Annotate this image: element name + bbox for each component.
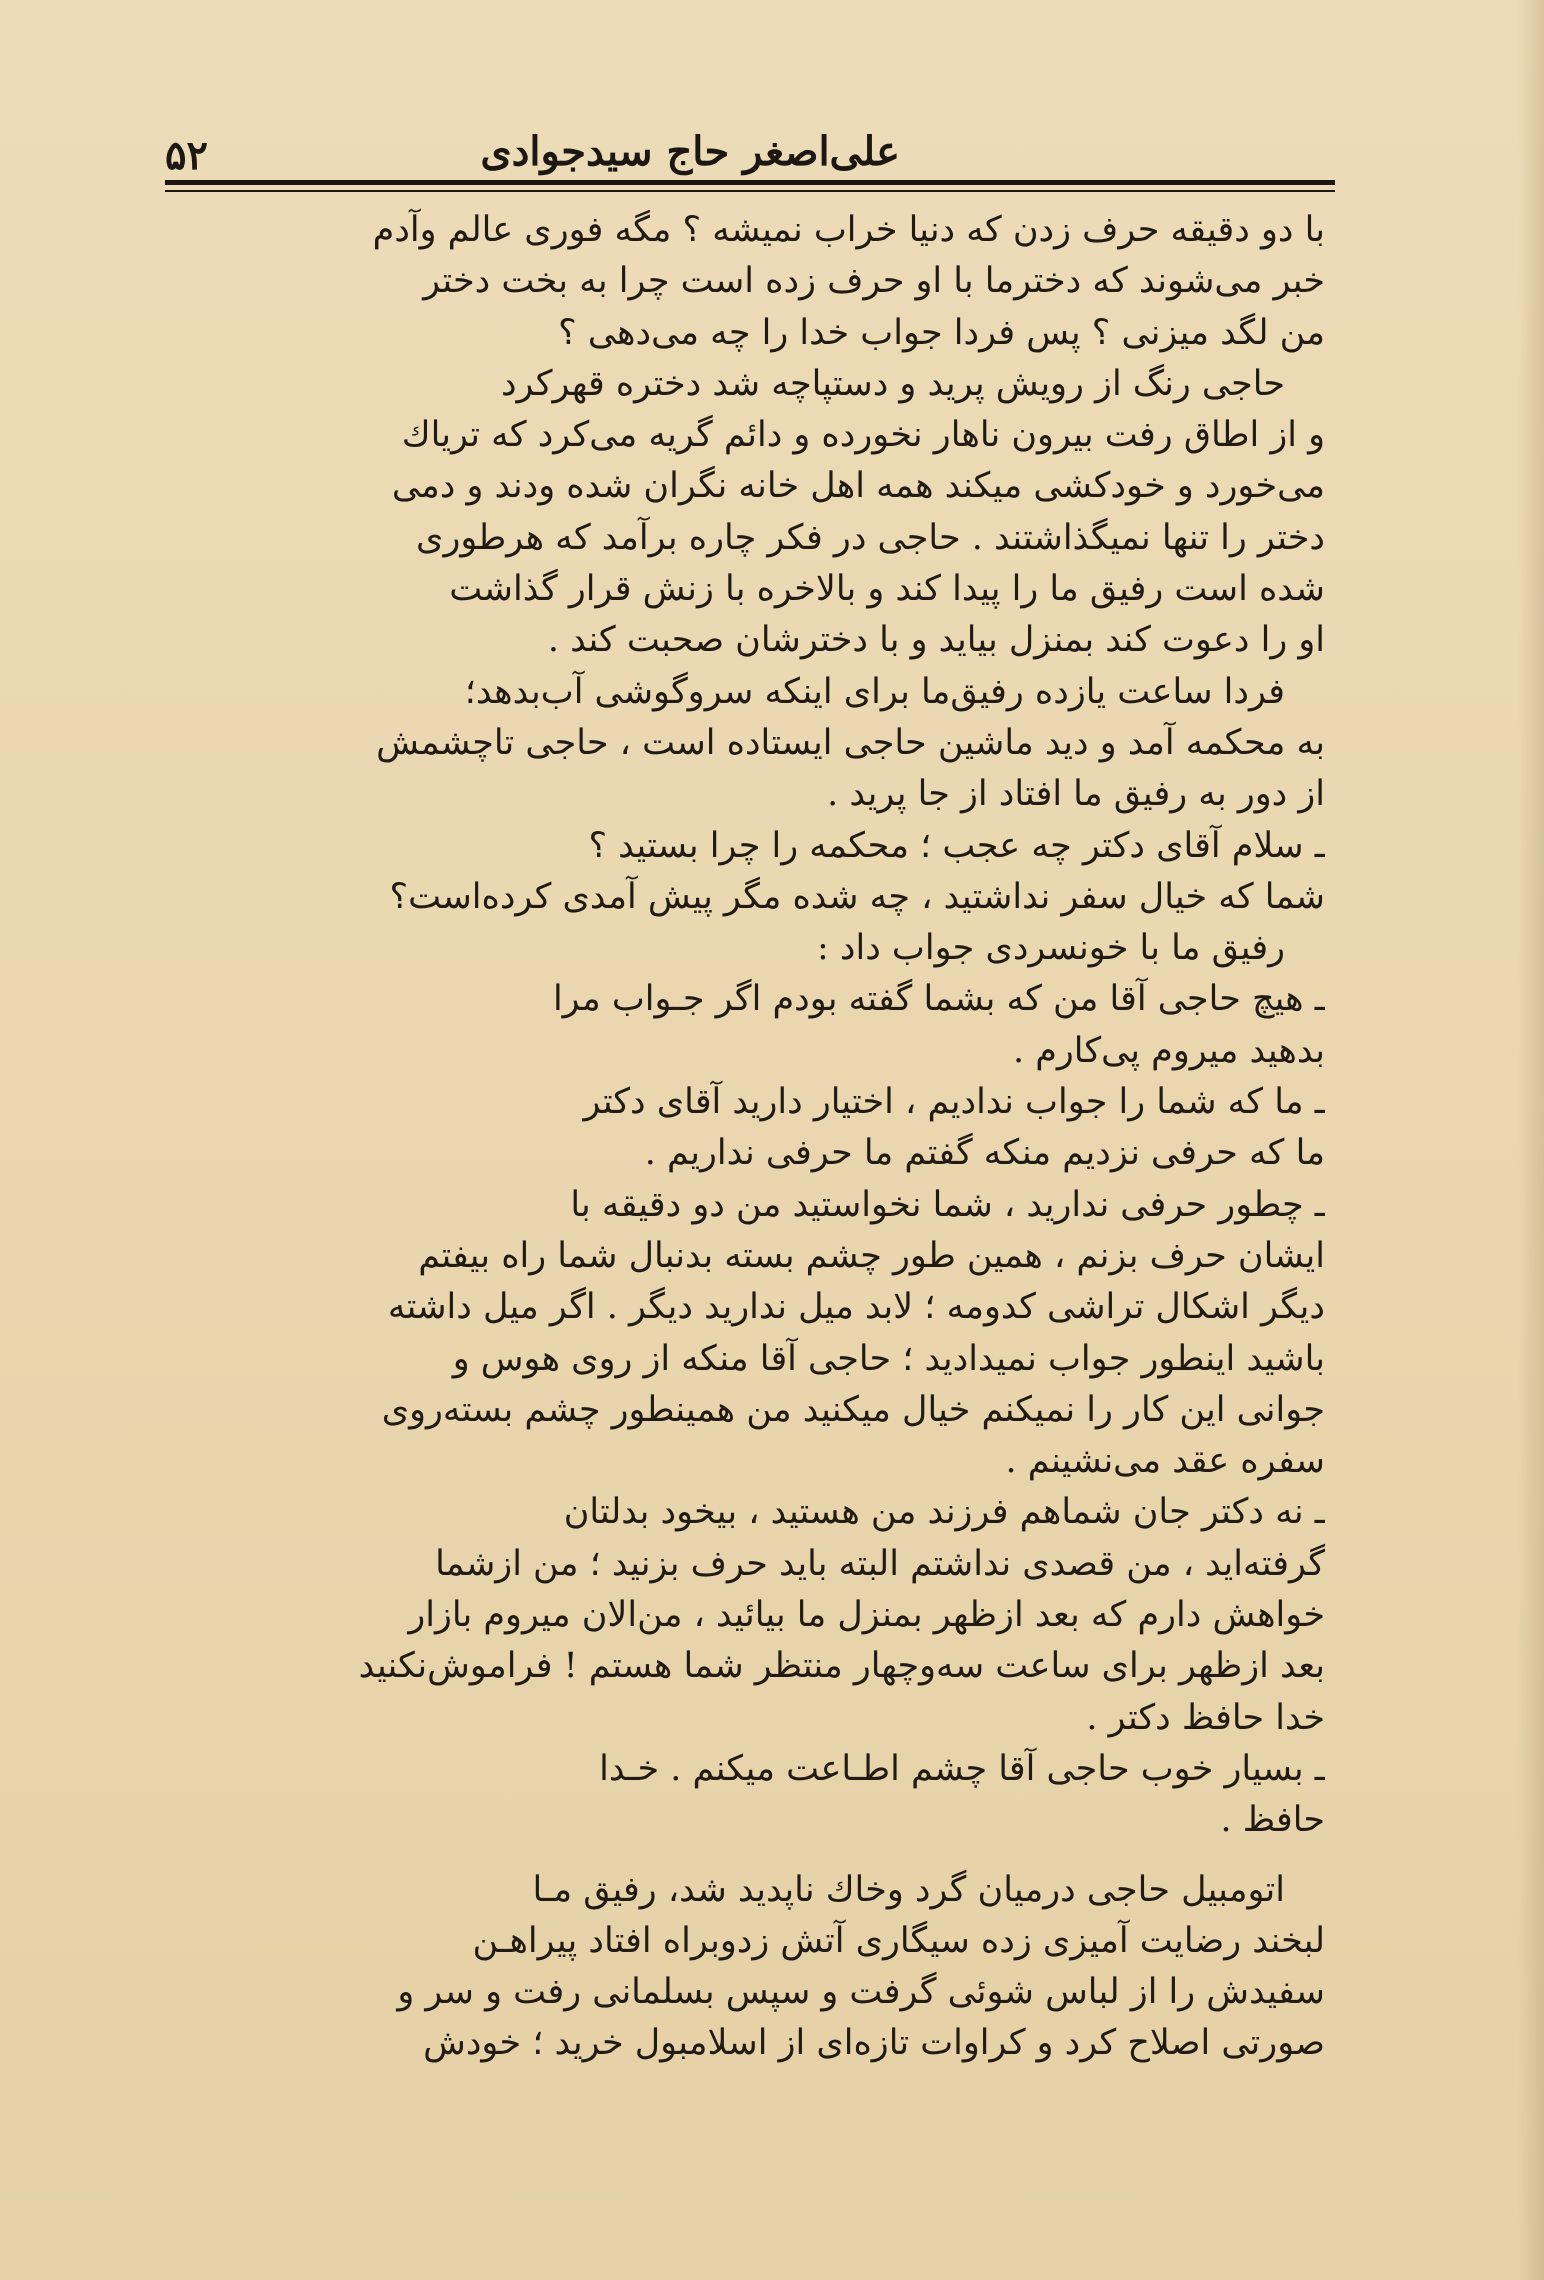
text-line: صورتی اصلاح کرد و کراوات تازه‌ای از اسلامبول خرید ؛ خودش [423,2023,1325,2064]
text-line: اتومبیل حاجی درمیان گرد وخاك ناپدید شد، رفیق مـا [532,1869,1285,1910]
text-line: از دور به رفیق ما افتاد از جا پرید . [827,774,1325,815]
text-line: ـ هیچ حاجی آقا من که بشما گفته بودم اگر جـواب مرا [552,979,1325,1020]
text-line: گرفته‌اید ، من قصدی نداشتم البته باید حرف بزنید ؛ من ازشما [435,1543,1325,1584]
text-line: ـ سلام آقای دکتر چه عجب ؛ محکمه را چرا بستید ؟ [588,825,1325,866]
text-line: ما که حرفی نزدیم منکه گفتم ما حرفی نداریم . [644,1133,1325,1174]
text-line: سفیدش را از لباس شوئی گرفت و سپس بسلمانی رفت و سر و [397,1972,1325,2013]
text-line: خواهش دارم که بعد ازظهر بمنزل ما بیائید ، من‌الان میروم بازار [408,1595,1325,1636]
text-line: بدهید میروم پی‌کارم . [1012,1030,1325,1071]
running-title: علی‌اصغر حاج سیدجوادی [480,128,900,175]
header-rule-thin [165,190,1335,192]
paragraph-gap [150,1847,1325,1865]
text-line: ـ ما که شما را جواب ندادیم ، اختیار دارید آقای دکتر [583,1082,1325,1123]
text-line: سفره عقد می‌نشینم . [1005,1441,1325,1482]
text-line: به محکمه آمد و دید ماشین حاجی ایستاده است ، حاجی تاچشمش [376,722,1325,763]
text-line: می‌خورد و خودکشی میکند همه اهل خانه نگران شده ودند و دمی [391,466,1325,507]
body-text [150,205,1325,2070]
page-edge-shadow [1518,0,1544,2280]
text-line: لبخند رضایت آمیزی زده سیگاری آتش زدوبراه افتاد پیراهـن [472,1920,1325,1961]
text-line: جوانی این کار را نمیکنم خیال میکنید من همینطور چشم بسته‌روی [381,1389,1325,1430]
text-line: خدا حافظ دکتر . [1086,1697,1325,1738]
text-line: دیگر اشکال تراشی کدومه ؛ لابد میل ندارید دیگر . اگر میل داشته [387,1287,1325,1328]
text-line: و از اطاق رفت بیرون ناهار نخورده و دائم گریه می‌کرد که تریاك [401,415,1325,456]
text-line: خبر می‌شوند که دخترما با او حرف زده است چرا به بخت دختر [423,261,1325,302]
text-line: حافظ . [1220,1800,1325,1841]
text-line: شده است رفیق ما را پیدا کند و بالاخره با زنش قرار گذاشت [449,569,1325,610]
page-number: ۵۲ [165,132,208,179]
text-line: او را دعوت کند بمنزل بیاید و با دخترشان صحبت کند . [547,620,1325,661]
text-line: من لگد میزنی ؟ پس فردا جواب خدا را چه می‌دهی ؟ [558,312,1325,353]
text-line: بعد ازظهر برای ساعت سه‌وچهار منتظر شما هستم ! فراموش‌نکنید [358,1646,1325,1687]
text-line: ـ چطور حرفی ندارید ، شما نخواستید من دو دقیقه با [570,1184,1325,1225]
header-rule-thick [165,180,1335,185]
text-line: با دو دقیقه حرف زدن که دنیا خراب نمیشه ؟ مگه فوری عالم وآدم [372,210,1325,250]
text-line: فردا ساعت یازده رفیق‌ما برای اینکه سروگوشی آب‌بدهد؛ [464,671,1285,712]
text-line: دختر را تنها نمیگذاشتند . حاجی در فکر چاره برآمد که هرطوری [416,517,1325,558]
text-line: ایشان حرف بزنم ، همین طور چشم بسته بدنبال شما راه بیفتم [418,1235,1325,1276]
text-line: ـ نه دکتر جان شماهم فرزند من هستید ، بیخود بدلتان [563,1492,1325,1533]
text-line: رفیق ما با خونسردی جواب داد : [816,928,1285,969]
text-line: حاجی رنگ از رویش پرید و دستپاچه شد دختره قهرکرد [500,363,1285,404]
text-line: شما که خیال سفر نداشتید ، چه شده مگر پیش آمدی کرده‌است؟ [389,876,1325,917]
text-line: باشید اینطور جواب نمیدادید ؛ حاجی آقا منکه از روی هوس و [452,1338,1325,1379]
text-line: ـ بسیار خوب حاجی آقا چشم اطـاعت میکنم . خـدا [599,1748,1325,1789]
